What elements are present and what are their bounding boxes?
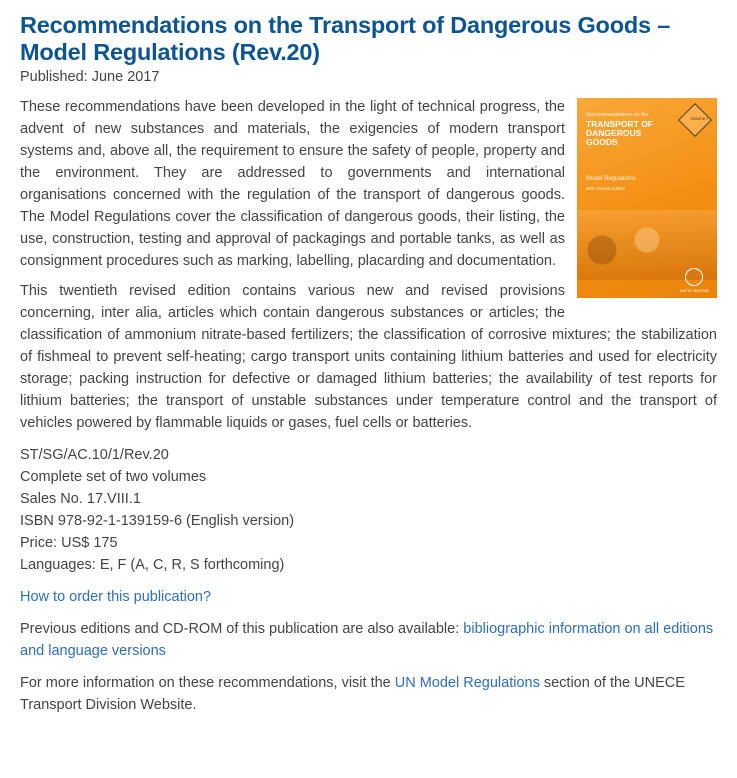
published-date: Published: June 2017 xyxy=(20,69,160,85)
spec-price: Price: US$ 175 xyxy=(20,535,118,551)
how-to-order-link[interactable]: How to order this publication? xyxy=(20,589,212,605)
book-cover-image xyxy=(577,98,717,298)
publication-specs xyxy=(20,444,717,576)
order-section xyxy=(20,586,717,608)
cover-publisher: UNITED NATIONS xyxy=(679,289,709,293)
un-model-regulations-link[interactable]: UN Model Regulations xyxy=(394,675,540,691)
bibliographic-info-link[interactable]: bibliographic information on all editions and language versions xyxy=(20,621,714,659)
previous-editions-text: Previous editions and CD-ROM of this publication are also available: xyxy=(20,621,464,637)
page-title: Recommendations on the Transport of Dangerous Goods – Model Regulations (Rev.20) xyxy=(20,12,671,65)
spec-isbn: ISBN 978-92-1-139159-6 (English version) xyxy=(20,513,295,529)
intro-section xyxy=(20,96,717,434)
cover-model-regulations: Model Regulations xyxy=(586,176,636,182)
more-info-paragraph xyxy=(20,672,717,716)
spec-sales-number: Sales No. 17.VIII.1 xyxy=(20,491,141,507)
un-emblem-icon xyxy=(685,268,703,286)
edition-paragraph: This twentieth revised edition contains various new and revised provisions concerning, inter alia, articles which contain dangerous substances or articles; the classification of ammonium nitrate-based fertilizers; the classification of corrosive mixtures; the stabilization of fishmeal to prevent self-heating; cargo transport units containing lithium batteries and used for electricity storage; packing instruction for defective or damaged lithium batteries; the availability of test reports for lithium batteries; the transport of unstable substances under temperature control and the transport of vehicles powered by flammable liquids or gases, fuel cells or batteries. xyxy=(20,283,717,431)
intro-paragraph: These recommendations have been developed in the light of technical progress, the advent of new substances and materials, the exigencies of modern transport systems and, above all, the requirement to ensure the safety of people, property and the environment. They are addressed to governments and international organisations concerned with the regulation of the transport of dangerous goods. The Model Regulations cover the classification of dangerous goods, their listing, the use, construction, testing and approval of packagings and portable tanks, as well as consignment procedures such as marking, labelling, placarding and documentation. xyxy=(20,99,565,269)
cover-volume: Volume I xyxy=(690,116,708,121)
publication-page xyxy=(20,12,717,716)
spec-volumes: Complete set of two volumes xyxy=(20,469,207,485)
spec-document-symbol: ST/SG/AC.10/1/Rev.20 xyxy=(20,447,169,463)
spec-languages: Languages: E, F (A, C, R, S forthcoming) xyxy=(20,557,285,573)
cover-title: TRANSPORT OF DANGEROUS GOODS xyxy=(586,119,654,147)
more-info-text-before: For more information on these recommendations, visit the xyxy=(20,675,395,691)
cover-edition: 20th revised edition xyxy=(586,186,626,191)
more-info-text-after: section of the UNECE Transport Division Website. xyxy=(20,675,685,713)
previous-editions-paragraph xyxy=(20,618,717,662)
cover-subtitle: Recommendations on the xyxy=(586,112,649,118)
